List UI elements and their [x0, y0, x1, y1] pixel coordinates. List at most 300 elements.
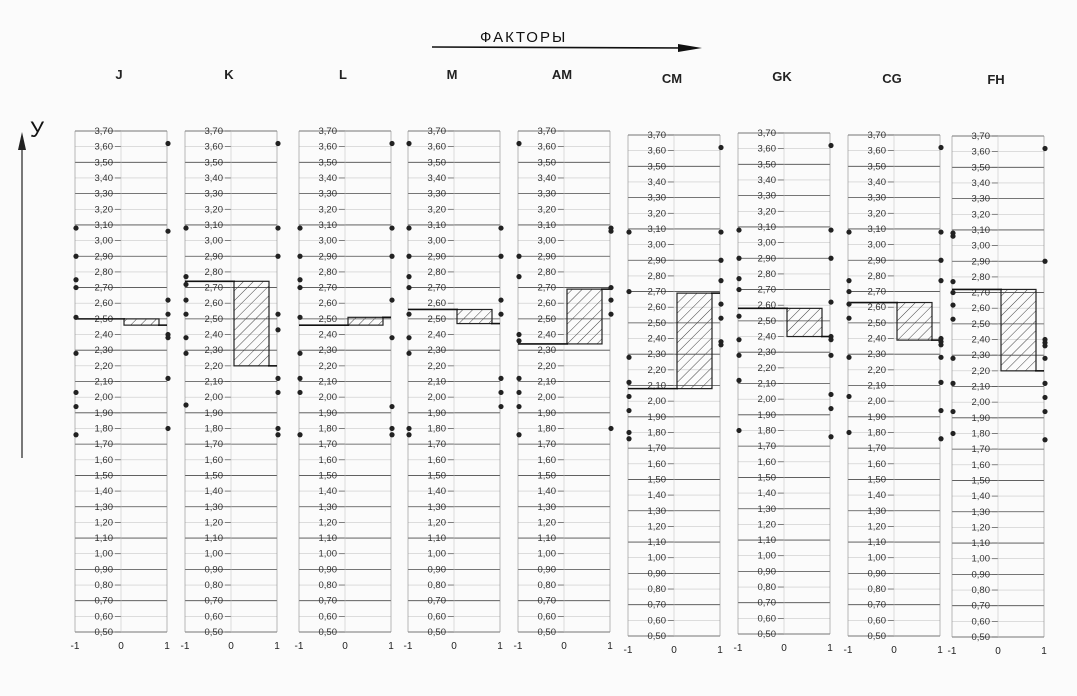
y-tick-label: 1,80 [971, 428, 990, 440]
y-tick-label: 1,60 [537, 454, 556, 466]
y-tick-label: 3,10 [647, 223, 666, 235]
data-point-low [626, 229, 631, 234]
y-tick-label: 1,60 [204, 454, 223, 466]
y-tick-label: 1,10 [94, 533, 113, 545]
y-tick-label: 1,30 [318, 501, 337, 513]
data-point-low [297, 390, 302, 395]
data-point-high [608, 312, 613, 317]
y-tick-label: 0,80 [427, 580, 446, 592]
data-point-low [950, 302, 955, 307]
y-tick-label: 1,60 [318, 454, 337, 466]
effect-bar [234, 281, 269, 366]
y-tick-label: 3,00 [537, 235, 556, 247]
data-point-high [718, 258, 723, 263]
data-point-high [828, 353, 833, 358]
y-tick-label: 3,00 [318, 235, 337, 247]
data-point-low [406, 312, 411, 317]
y-tick-label: 3,70 [867, 130, 886, 141]
y-tick-label: 2,90 [427, 251, 446, 263]
y-tick-label: 3,50 [318, 157, 337, 169]
y-tick-label: 3,60 [971, 146, 990, 158]
y-tick-label: 0,80 [971, 585, 990, 597]
x-tick-label: -1 [403, 641, 413, 652]
y-tick-label: 2,90 [971, 256, 990, 268]
data-point-high [498, 297, 503, 302]
y-tick-label: 1,90 [867, 411, 886, 423]
y-tick-label: 1,70 [94, 439, 113, 451]
data-point-high [275, 426, 280, 431]
y-tick-label: 3,30 [971, 193, 990, 205]
y-tick-label: 2,70 [757, 284, 776, 296]
y-tick-label: 1,30 [647, 505, 666, 517]
effect-bar [897, 303, 932, 341]
x-tick-label: -1 [294, 641, 304, 652]
data-point-low [950, 279, 955, 284]
y-tick-label: 2,20 [867, 364, 886, 376]
y-tick-label: 3,10 [971, 224, 990, 236]
data-point-high [165, 376, 170, 381]
data-point-high [389, 141, 394, 146]
factor-title: CG [882, 71, 902, 86]
data-point-low [846, 355, 851, 360]
y-tick-label: 3,20 [537, 204, 556, 216]
y-tick-label: 2,70 [971, 287, 990, 299]
y-tick-label: 2,30 [867, 349, 886, 361]
y-tick-label: 1,70 [318, 439, 337, 451]
y-tick-label: 1,40 [647, 490, 666, 502]
x-tick-label: -1 [843, 645, 853, 656]
y-tick-label: 1,40 [94, 486, 113, 498]
y-tick-label: 0,90 [867, 568, 886, 580]
y-tick-label: 2,60 [647, 302, 666, 314]
y-tick-label: 1,90 [757, 409, 776, 421]
y-tick-label: 2,20 [94, 360, 113, 372]
y-tick-label: 1,70 [971, 444, 990, 456]
factor-title: GK [772, 69, 792, 84]
panel-gk [734, 69, 834, 654]
y-tick-label: 1,20 [204, 517, 223, 529]
y-tick-label: 3,00 [757, 237, 776, 249]
data-point-low [846, 289, 851, 294]
y-tick-label: 1,80 [204, 423, 223, 435]
y-tick-label: 0,50 [867, 631, 886, 642]
y-tick-label: 2,30 [94, 345, 113, 357]
y-tick-label: 3,30 [427, 188, 446, 200]
panel-l [295, 67, 395, 652]
data-point-low [516, 274, 521, 279]
y-tick-label: 1,60 [647, 458, 666, 470]
data-point-high [718, 316, 723, 321]
data-point-low [73, 432, 78, 437]
y-tick-label: 1,00 [647, 552, 666, 564]
y-tick-label: 2,70 [427, 282, 446, 294]
data-point-low [73, 315, 78, 320]
panel-m [404, 67, 504, 652]
y-tick-label: 2,20 [647, 364, 666, 376]
data-point-low [297, 351, 302, 356]
y-tick-label: 2,50 [204, 313, 223, 325]
y-tick-label: 1,20 [647, 521, 666, 533]
y-tick-label: 2,60 [757, 300, 776, 312]
y-tick-label: 1,00 [427, 548, 446, 560]
data-point-low [736, 256, 741, 261]
x-tick-label: 1 [274, 641, 280, 652]
y-tick-label: 2,90 [204, 251, 223, 263]
y-tick-label: 0,90 [318, 564, 337, 576]
y-tick-label: 1,70 [427, 439, 446, 451]
y-tick-label: 2,40 [647, 333, 666, 345]
y-tick-label: 3,00 [867, 239, 886, 251]
y-tick-label: 1,80 [867, 427, 886, 439]
y-tick-label: 2,80 [94, 266, 113, 278]
y-tick-label: 3,20 [971, 209, 990, 221]
y-tick-label: 1,30 [757, 503, 776, 515]
y-tick-label: 2,00 [971, 397, 990, 409]
y-tick-label: 2,40 [204, 329, 223, 341]
data-point-high [718, 278, 723, 283]
y-tick-label: 2,20 [427, 360, 446, 372]
data-point-low [73, 225, 78, 230]
y-tick-label: 3,10 [757, 221, 776, 233]
panel-cm [624, 71, 724, 656]
y-tick-label: 2,50 [867, 317, 886, 329]
x-tick-label: -1 [180, 641, 190, 652]
data-point-high [275, 390, 280, 395]
y-tick-label: 3,60 [867, 145, 886, 157]
y-tick-label: 3,30 [537, 188, 556, 200]
y-tick-label: 2,90 [867, 255, 886, 267]
data-point-low [183, 274, 188, 279]
y-tick-label: 3,70 [94, 126, 113, 137]
y-tick-label: 2,10 [971, 381, 990, 393]
data-point-low [406, 254, 411, 259]
y-tick-label: 0,70 [867, 599, 886, 611]
y-tick-label: 2,10 [757, 378, 776, 390]
data-point-high [1042, 343, 1047, 348]
y-tick-label: 3,00 [647, 239, 666, 251]
data-point-low [406, 285, 411, 290]
data-point-low [73, 351, 78, 356]
y-tick-label: 1,90 [647, 411, 666, 423]
y-tick-label: 3,40 [318, 172, 337, 184]
data-point-low [297, 254, 302, 259]
data-point-high [718, 342, 723, 347]
data-point-low [950, 381, 955, 386]
y-tick-label: 1,10 [757, 535, 776, 547]
data-point-low [183, 335, 188, 340]
y-tick-label: 1,50 [427, 470, 446, 482]
y-tick-label: 2,30 [647, 349, 666, 361]
y-tick-label: 3,50 [537, 157, 556, 169]
y-tick-label: 1,40 [204, 486, 223, 498]
data-point-high [938, 380, 943, 385]
y-tick-label: 0,70 [204, 595, 223, 607]
y-tick-label: 3,50 [757, 159, 776, 171]
data-point-low [516, 390, 521, 395]
y-tick-label: 1,30 [427, 501, 446, 513]
data-point-low [183, 225, 188, 230]
y-tick-label: 3,30 [757, 190, 776, 202]
y-tick-label: 2,00 [647, 396, 666, 408]
y-tick-label: 0,80 [94, 580, 113, 592]
y-tick-label: 3,10 [204, 219, 223, 231]
data-point-low [406, 351, 411, 356]
data-point-low [516, 332, 521, 337]
y-tick-label: 3,20 [318, 204, 337, 216]
y-tick-label: 3,50 [647, 161, 666, 173]
y-tick-label: 0,80 [647, 584, 666, 596]
x-tick-label: 1 [164, 641, 170, 652]
data-point-low [183, 351, 188, 356]
y-tick-label: 1,50 [971, 475, 990, 487]
y-tick-label: 0,80 [757, 582, 776, 594]
data-point-low [846, 316, 851, 321]
y-tick-label: 1,90 [94, 407, 113, 419]
x-tick-label: 1 [827, 643, 833, 654]
data-point-low [950, 290, 955, 295]
y-tick-label: 1,40 [427, 486, 446, 498]
y-tick-label: 0,50 [204, 627, 223, 638]
y-tick-label: 0,60 [647, 615, 666, 627]
y-tick-label: 3,20 [94, 204, 113, 216]
x-tick-label: 1 [607, 641, 613, 652]
x-tick-label: 1 [388, 641, 394, 652]
y-tick-label: 0,60 [204, 611, 223, 623]
x-tick-label: 0 [995, 646, 1001, 657]
data-point-low [626, 408, 631, 413]
y-tick-label: 1,30 [867, 505, 886, 517]
data-point-low [73, 390, 78, 395]
data-point-high [165, 229, 170, 234]
y-tick-label: 2,60 [318, 298, 337, 310]
panel-fh [948, 72, 1048, 657]
y-tick-label: 2,20 [204, 360, 223, 372]
y-tick-label: 2,20 [971, 365, 990, 377]
y-tick-label: 3,60 [94, 141, 113, 153]
data-point-high [389, 432, 394, 437]
y-tick-label: 3,60 [204, 141, 223, 153]
data-point-high [828, 227, 833, 232]
data-point-low [950, 431, 955, 436]
y-tick-label: 1,90 [204, 407, 223, 419]
x-tick-label: -1 [623, 645, 633, 656]
data-point-low [406, 432, 411, 437]
y-tick-label: 1,20 [427, 517, 446, 529]
y-tick-label: 1,70 [647, 443, 666, 455]
data-point-low [736, 378, 741, 383]
y-tick-label: 0,60 [757, 613, 776, 625]
y-tick-label: 2,60 [867, 302, 886, 314]
x-tick-label: 0 [781, 643, 787, 654]
y-tick-label: 0,90 [537, 564, 556, 576]
data-point-high [938, 408, 943, 413]
y-tick-label: 1,90 [427, 407, 446, 419]
y-tick-label: 2,40 [427, 329, 446, 341]
y-tick-label: 1,50 [647, 474, 666, 486]
y-tick-label: 1,80 [757, 425, 776, 437]
data-point-low [516, 404, 521, 409]
data-point-low [406, 225, 411, 230]
y-tick-label: 3,30 [867, 192, 886, 204]
y-tick-label: 0,60 [867, 615, 886, 627]
data-point-low [406, 426, 411, 431]
data-point-low [626, 394, 631, 399]
data-point-low [626, 289, 631, 294]
y-tick-label: 3,40 [647, 176, 666, 188]
y-tick-label: 1,10 [867, 537, 886, 549]
y-tick-label: 1,00 [318, 548, 337, 560]
y-tick-label: 0,50 [971, 632, 990, 643]
y-tick-label: 3,70 [757, 128, 776, 139]
data-point-low [626, 436, 631, 441]
y-tick-label: 0,70 [537, 595, 556, 607]
data-point-low [846, 430, 851, 435]
data-point-high [165, 141, 170, 146]
y-tick-label: 1,00 [757, 550, 776, 562]
data-point-high [828, 406, 833, 411]
y-tick-label: 2,50 [94, 313, 113, 325]
y-tick-label: 0,70 [757, 597, 776, 609]
data-point-low [183, 297, 188, 302]
y-tick-label: 2,50 [318, 313, 337, 325]
data-point-high [828, 143, 833, 148]
y-tick-label: 2,70 [647, 286, 666, 298]
y-tick-label: 1,40 [757, 488, 776, 500]
data-point-high [608, 426, 613, 431]
y-tick-label: 0,90 [94, 564, 113, 576]
y-tick-label: 2,60 [537, 298, 556, 310]
data-point-low [406, 141, 411, 146]
data-point-high [1042, 437, 1047, 442]
x-tick-label: 1 [717, 645, 723, 656]
y-tick-label: 0,50 [647, 631, 666, 642]
y-tick-label: 0,50 [318, 627, 337, 638]
y-tick-label: 0,90 [647, 568, 666, 580]
y-tick-label: 3,00 [204, 235, 223, 247]
y-tick-label: 1,60 [94, 454, 113, 466]
y-tick-label: 1,60 [867, 458, 886, 470]
factor-title: AM [551, 67, 573, 82]
y-tick-label: 2,10 [867, 380, 886, 392]
data-point-high [938, 145, 943, 150]
y-tick-label: 0,50 [757, 629, 776, 640]
data-point-low [516, 254, 521, 259]
x-tick-label: 0 [228, 641, 234, 652]
y-tick-label: 2,50 [757, 315, 776, 327]
y-tick-label: 2,00 [204, 392, 223, 404]
y-tick-label: 1,30 [537, 501, 556, 513]
data-point-high [165, 426, 170, 431]
y-tick-label: 1,80 [537, 423, 556, 435]
data-point-high [1042, 395, 1047, 400]
data-point-high [275, 141, 280, 146]
data-point-high [938, 436, 943, 441]
y-tick-label: 0,80 [867, 584, 886, 596]
y-tick-label: 2,90 [318, 251, 337, 263]
effect-bar [567, 289, 602, 344]
x-tick-label: 0 [671, 645, 677, 656]
y-tick-label: 1,00 [867, 552, 886, 564]
y-tick-label: 1,20 [318, 517, 337, 529]
y-tick-label: 2,30 [318, 345, 337, 357]
y-tick-label: 1,10 [318, 533, 337, 545]
y-tick-label: 2,10 [318, 376, 337, 388]
data-point-low [846, 229, 851, 234]
data-point-high [165, 335, 170, 340]
factor-title: K [224, 67, 234, 82]
y-tick-label: 2,00 [537, 392, 556, 404]
y-tick-label: 0,90 [971, 569, 990, 581]
y-tick-label: 3,10 [867, 223, 886, 235]
data-point-low [73, 277, 78, 282]
y-tick-label: 3,70 [318, 126, 337, 137]
y-tick-label: 3,00 [94, 235, 113, 247]
y-tick-label: 0,80 [204, 580, 223, 592]
data-point-high [828, 337, 833, 342]
y-tick-label: 3,70 [427, 126, 446, 137]
y-tick-label: 0,70 [94, 595, 113, 607]
effect-bar [457, 309, 492, 323]
y-tick-label: 0,90 [757, 566, 776, 578]
y-tick-label: 1,00 [971, 553, 990, 565]
x-tick-label: 0 [561, 641, 567, 652]
y-tick-label: 2,90 [757, 253, 776, 265]
y-tick-label: 3,20 [647, 208, 666, 220]
y-tick-label: 2,30 [204, 345, 223, 357]
y-tick-label: 1,10 [427, 533, 446, 545]
y-tick-label: 0,50 [94, 627, 113, 638]
data-point-high [165, 312, 170, 317]
y-tick-label: 1,40 [971, 491, 990, 503]
data-point-high [608, 285, 613, 290]
data-point-high [828, 434, 833, 439]
effect-bar [677, 293, 712, 389]
data-point-high [389, 335, 394, 340]
y-tick-label: 1,70 [204, 439, 223, 451]
y-tick-label: 0,60 [971, 616, 990, 628]
y-tick-label: 2,40 [94, 329, 113, 341]
data-point-high [498, 390, 503, 395]
data-point-low [183, 312, 188, 317]
data-point-high [275, 254, 280, 259]
data-point-high [718, 301, 723, 306]
y-tick-label: 2,40 [318, 329, 337, 341]
y-tick-label: 2,10 [647, 380, 666, 392]
y-tick-label: 1,20 [867, 521, 886, 533]
y-tick-label: 2,80 [537, 266, 556, 278]
data-point-low [846, 301, 851, 306]
y-tick-label: 1,20 [537, 517, 556, 529]
y-tick-label: 2,30 [427, 345, 446, 357]
data-point-low [297, 285, 302, 290]
data-point-high [1042, 356, 1047, 361]
y-tick-label: 1,50 [204, 470, 223, 482]
y-tick-label: 3,70 [647, 130, 666, 141]
effect-bar [787, 308, 822, 336]
y-tick-label: 0,50 [537, 627, 556, 638]
data-point-low [736, 276, 741, 281]
data-point-high [1042, 146, 1047, 151]
x-tick-label: 1 [1041, 646, 1047, 657]
y-tick-label: 2,60 [971, 303, 990, 315]
y-tick-label: 3,10 [537, 219, 556, 231]
y-tick-label: 2,50 [427, 313, 446, 325]
data-point-high [718, 145, 723, 150]
y-tick-label: 0,70 [427, 595, 446, 607]
y-tick-label: 1,60 [427, 454, 446, 466]
data-point-high [608, 297, 613, 302]
data-point-high [828, 299, 833, 304]
